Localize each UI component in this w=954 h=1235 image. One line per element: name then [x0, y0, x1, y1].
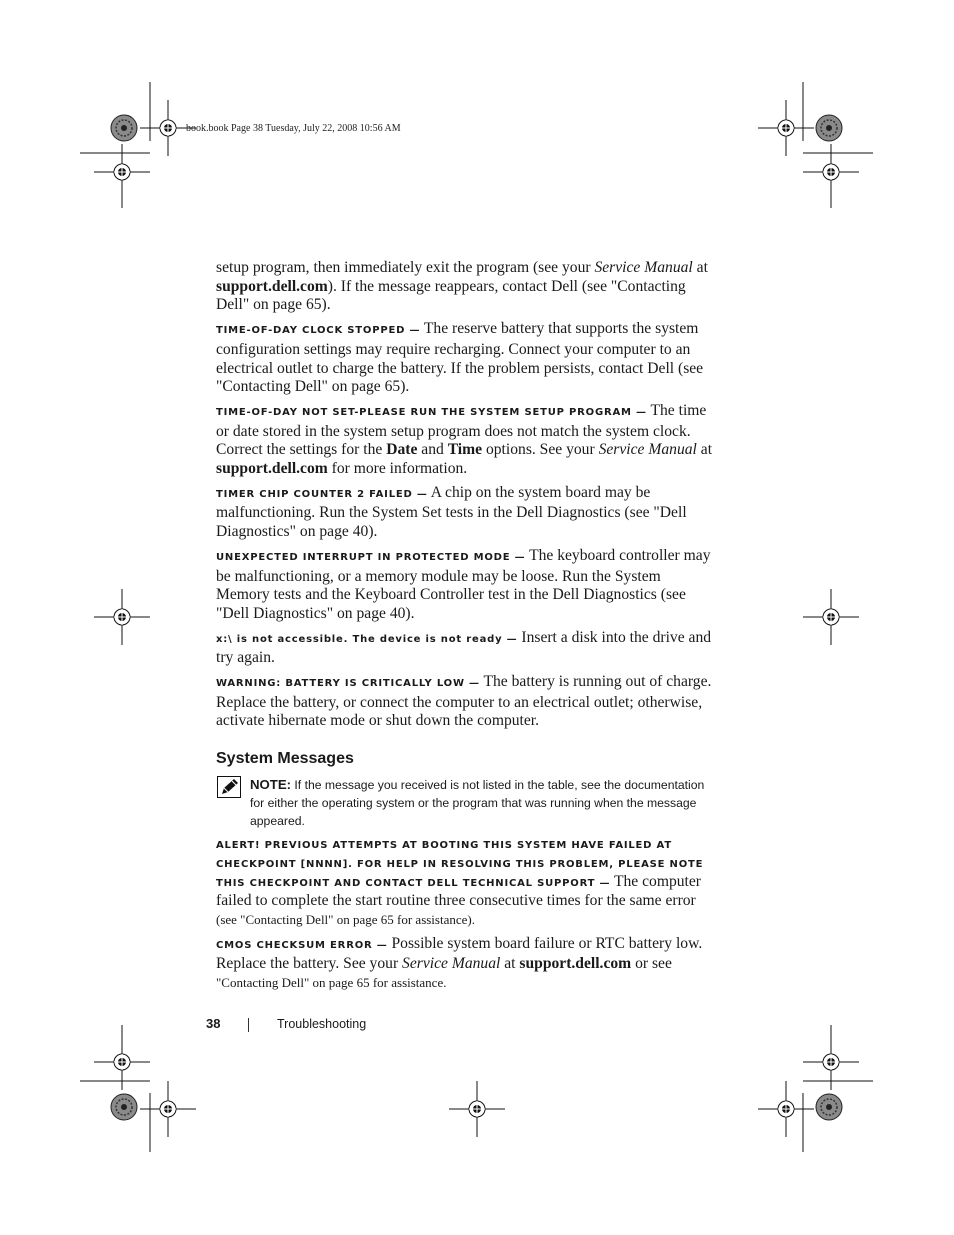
intro-text: ). If the message reappears, contact Dell (see "Contacting Dell" on page 65). [216, 277, 686, 314]
message-term: ALERT! PREVIOUS ATTEMPTS AT BOOTING THIS SYSTEM HAVE FAILED AT CHECKPOINT [NNNN]. FOR HELP IN RESOLVING THIS PROBLEM, PLEASE NOTE THIS CHECKPOINT AND CONTACT DELL TECHNICAL SUPPORT — [216, 840, 704, 890]
message-entry [216, 673, 716, 731]
message-description: at [696, 441, 713, 459]
footer-divider [248, 1018, 249, 1032]
note-block [216, 776, 716, 830]
message-description: The computer failed to complete the start routine three consecutive times for the same error [216, 873, 701, 910]
note-text [250, 776, 716, 830]
message-entry [216, 484, 716, 542]
message-term: TIME-OF-DAY NOT SET-PLEASE RUN THE SYSTEM SETUP PROGRAM — [216, 406, 647, 418]
service-manual-ref: Service Manual [402, 955, 501, 973]
service-manual-ref: Service Manual [598, 441, 697, 459]
pencil-note-icon [217, 776, 241, 798]
support-url: support.dell.com [216, 277, 328, 295]
option-date: Date [386, 441, 418, 459]
chapter-title: Troubleshooting [277, 1017, 367, 1031]
message-description: or see [631, 955, 672, 973]
message-description: and [417, 441, 448, 459]
message-description: for more information. [327, 460, 468, 478]
message-term: WARNING: BATTERY IS CRITICALLY LOW — [216, 678, 480, 690]
message-entry [216, 402, 716, 479]
intro-text: at [692, 259, 708, 276]
message-entry [216, 547, 716, 624]
message-entry [216, 320, 716, 397]
message-entry [216, 935, 716, 993]
message-description: A chip on the system board may be malfunctioning. Run the System Set tests in the Dell Diagnostics (see "Dell Diagnostics" on page 40). [216, 483, 687, 541]
section-heading: System Messages [216, 750, 354, 768]
service-manual-ref: Service Manual [594, 259, 693, 276]
message-description: The battery is running out of charge. Replace the battery, or connect the computer to an electrical outlet; otherwise, activate hibernate mode or shut down the computer. [216, 673, 712, 730]
note-body: If the message you received is not listed in the table, see the documentation for either the operating system or the program that was running when the message appeared. [250, 778, 705, 829]
support-url: support.dell.com [519, 955, 632, 973]
message-term: UNEXPECTED INTERRUPT IN PROTECTED MODE — [216, 551, 526, 563]
print-info-header: book.book Page 38 Tuesday, July 22, 2008 10:56 AM [186, 123, 401, 134]
option-time: Time [447, 441, 483, 459]
message-term: TIME-OF-DAY CLOCK STOPPED — [216, 325, 421, 337]
message-description: Possible system board failure or RTC battery low. Replace the battery. See your [216, 934, 703, 973]
intro-paragraph [216, 259, 716, 315]
message-description: options. See your [482, 441, 599, 459]
message-description: at [500, 955, 520, 973]
note-label: NOTE: [250, 777, 292, 793]
message-reference: "Contacting Dell" on page 65 for assistance. [216, 974, 447, 990]
page-number: 38 [206, 1016, 221, 1031]
message-term: x:\ is not accessible. The device is not ready — [216, 633, 518, 645]
message-description: The time or date stored in the system setup program does not match the system clock. Correct the settings for the [216, 401, 707, 459]
message-description: The keyboard controller may be malfunctioning, or a memory module may be loose. Run the System Memory tests and the Keyboard Controller test in the Dell Diagnostics (see "Dell Diagnostics" on page 40). [216, 546, 711, 622]
message-term: TIMER CHIP COUNTER 2 FAILED — [216, 488, 428, 500]
message-description: The reserve battery that supports the system configuration settings may require recharging. Connect your computer to an electrical outlet to charge the battery. If the problem persists, contact Dell (see "Contacting Dell" on page 65). [216, 320, 704, 396]
page-content [216, 259, 716, 998]
message-reference: (see "Contacting Dell" on page 65 for assistance). [216, 911, 475, 927]
message-term: CMOS CHECKSUM ERROR — [216, 939, 388, 951]
support-url: support.dell.com [216, 460, 328, 478]
message-description: Insert a disk into the drive and try again. [216, 628, 712, 667]
message-entry [216, 835, 716, 929]
message-entry [216, 629, 716, 668]
intro-text: setup program, then immediately exit the program (see your [216, 259, 595, 276]
